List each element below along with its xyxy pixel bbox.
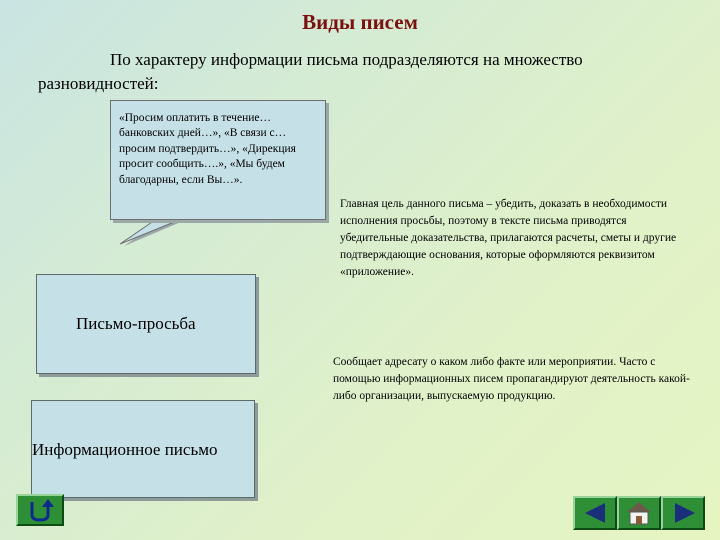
bubble-text: «Просим оплатить в течение…банковских дней…», «В связи с… просим подтвердить…», «Дирекция просит сообщить….», «Мы будем благодарны, если Вы…». — [119, 112, 296, 186]
next-slide-button[interactable] — [661, 496, 705, 530]
request-letter-label: Письмо-просьба — [76, 314, 196, 333]
slide-title: Виды писем — [302, 10, 418, 34]
triangle-left-icon — [575, 498, 615, 528]
intro-text: По характеру информации письма подразделяются на множество разновидностей: — [38, 50, 583, 93]
previous-slide-button[interactable] — [573, 496, 617, 530]
return-button[interactable] — [16, 494, 64, 526]
triangle-right-icon — [663, 498, 703, 528]
request-letter-description: Главная цель данного письма – убедить, доказать в необходимости исполнения просьбы, поэтому в тексте письма приводятся убедительные доказательства, прилагаются расчеты, сметы и другие подтверждающие основания, которые оформляются реквизитом «приложение». — [340, 198, 677, 278]
home-button[interactable] — [617, 496, 661, 530]
example-phrases-bubble — [110, 100, 326, 220]
house-icon — [619, 498, 659, 528]
return-arrow-icon — [18, 496, 62, 524]
info-letter-description: Сообщает адресату о каком либо факте или мероприятии. Часто с помощью информационных писем пропагандируют деятельность какой-либо организации, выпускаемую продукцию. — [333, 356, 690, 402]
info-letter-label: Информационное письмо — [32, 440, 218, 459]
